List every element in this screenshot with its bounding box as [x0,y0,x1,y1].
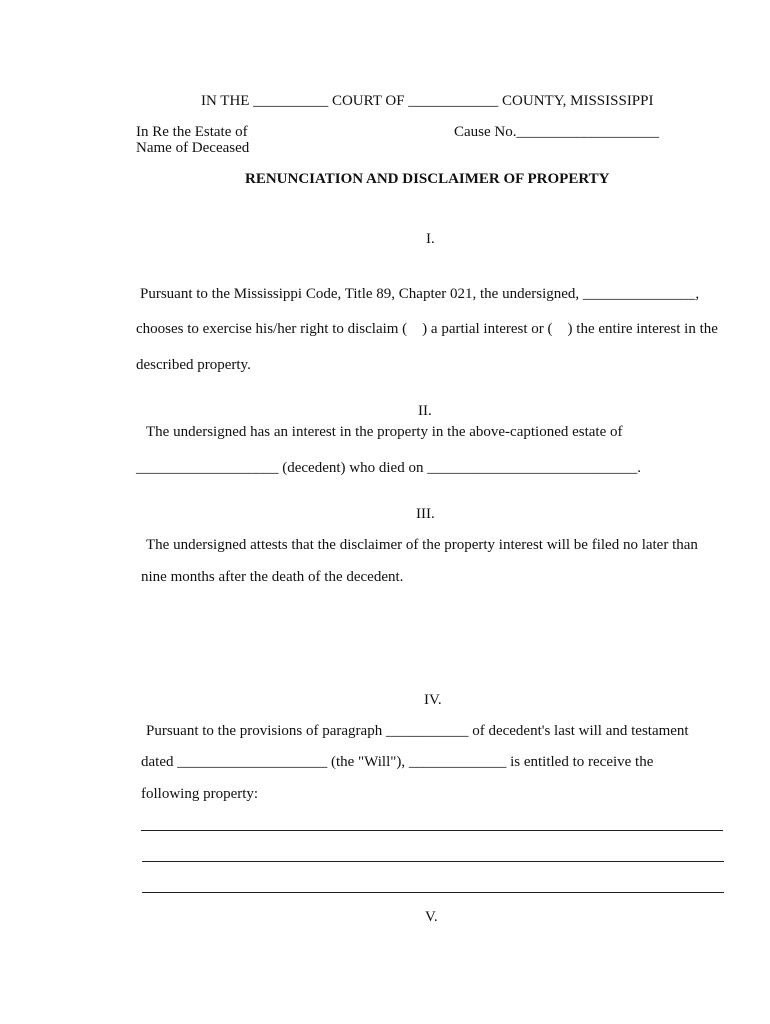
section-4-line-2: dated ____________________ (the "Will"), _____________ is entitled to receive the [141,754,654,770]
section-1-line-2: chooses to exercise his/her right to disclaim ( ) a partial interest or ( ) the entire interest in the [136,321,718,337]
section-numeral-5: V. [425,909,438,925]
court-caption-line: IN THE __________ COURT OF ____________ COUNTY, MISSISSIPPI [201,93,654,109]
property-blank-line[interactable] [142,892,724,893]
property-blank-line[interactable] [141,830,723,831]
section-3-line-2: nine months after the death of the decedent. [141,569,404,585]
section-numeral-1: I. [426,231,435,247]
estate-caption-line2: Name of Deceased [136,140,250,156]
section-numeral-3: III. [416,506,435,522]
section-numeral-2: II. [418,403,432,419]
section-1-line-3: described property. [136,357,251,373]
section-3-line-1: The undersigned attests that the disclaimer of the property interest will be filed no later than [146,537,698,553]
section-2-line-2: ___________________ (decedent) who died on ____________________________. [136,460,641,476]
document-title: RENUNCIATION AND DISCLAIMER OF PROPERTY [245,171,610,187]
estate-caption-line1: In Re the Estate of [136,124,248,140]
cause-number-field[interactable]: Cause No.___________________ [454,124,659,140]
section-4-line-1: Pursuant to the provisions of paragraph ___________ of decedent's last will and testament [146,723,689,739]
section-1-line-1: Pursuant to the Mississippi Code, Title 89, Chapter 021, the undersigned, _______________, [140,286,700,302]
section-2-line-1: The undersigned has an interest in the property in the above-captioned estate of [146,424,623,440]
section-numeral-4: IV. [424,692,442,708]
property-blank-line[interactable] [142,861,724,862]
section-4-line-3: following property: [141,786,259,802]
